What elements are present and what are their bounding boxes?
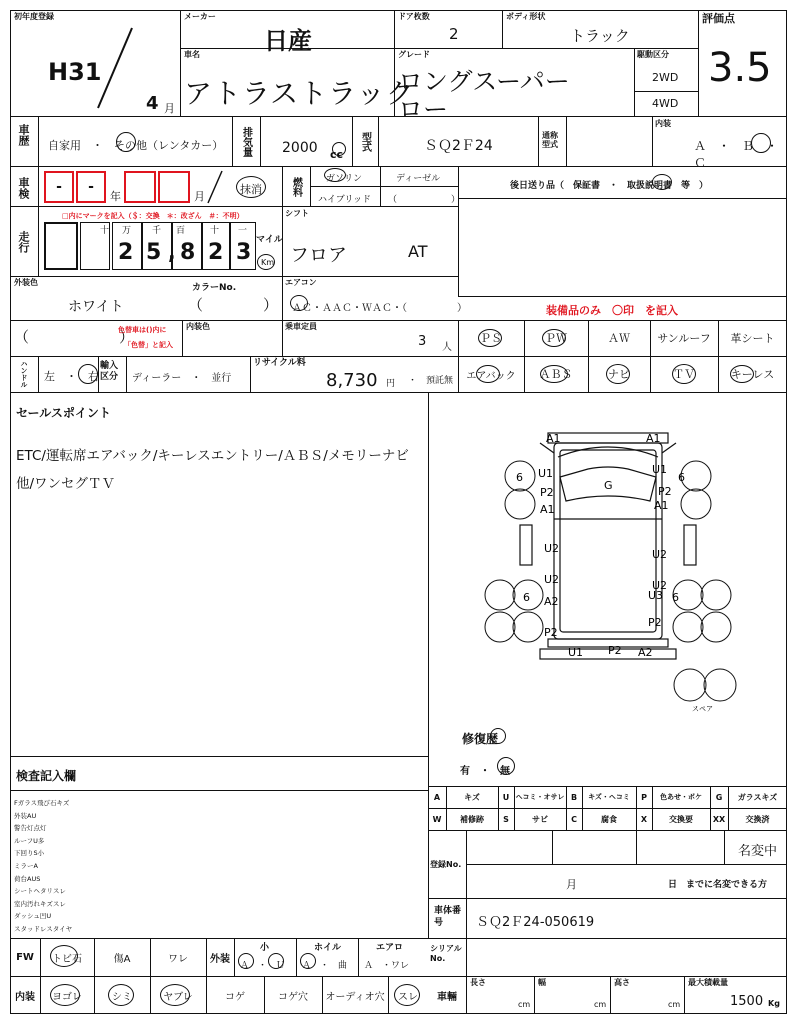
- recycle-label: リサイクル料: [253, 358, 306, 368]
- mark-tire-3: 6: [523, 591, 530, 604]
- registration-label: 登録No.: [430, 860, 462, 869]
- recycle-value: 8,730: [326, 370, 378, 391]
- doors: 2: [449, 25, 459, 43]
- registration-month: 月: [566, 878, 577, 891]
- color-no: （ ）: [188, 296, 279, 314]
- equip-tv: ＴＶ: [673, 368, 695, 381]
- int-dirt: ヨゴレ: [52, 991, 82, 1003]
- equip-sunroof: サンルーフ: [657, 332, 711, 345]
- mileage-digit-3: 8: [180, 240, 196, 265]
- fuel-diesel: ディーゼル: [396, 174, 441, 184]
- legend-code-b: B: [570, 792, 578, 802]
- maker: 日産: [264, 27, 312, 55]
- mileage-comma: ,: [168, 240, 176, 264]
- legend-code-p: P: [641, 792, 647, 802]
- legend-code-xx: XX: [712, 814, 726, 824]
- shift-label: シフト: [285, 209, 309, 218]
- equip-abs: ＡＢＳ: [539, 368, 573, 381]
- mark-g: G: [604, 479, 613, 492]
- capacity-unit: 人: [442, 342, 452, 353]
- registration-deadline: 日 までに名変できる方: [668, 880, 768, 890]
- max-load-unit: Kg: [768, 999, 780, 1008]
- color-paren: （ ）: [14, 328, 135, 346]
- drive-2wd: 2WD: [652, 71, 679, 84]
- legend-code-a: A: [433, 792, 441, 802]
- repair-label: 修復歴: [462, 732, 499, 746]
- mileage-unit-4: 十: [210, 226, 220, 236]
- capacity: 3: [418, 334, 427, 349]
- inspect-note: 荷台AUS: [14, 874, 41, 883]
- legend-code-w: W: [432, 814, 442, 824]
- fuel-gasoline: ガソリン: [326, 174, 363, 184]
- fw-chip: トビ石: [52, 953, 82, 965]
- inspection-month-box2: [158, 171, 190, 203]
- legend-label-xx: 交換済: [745, 814, 770, 824]
- mark-u1-r: U1: [652, 463, 668, 476]
- mark-p2-r: P2: [658, 485, 672, 498]
- model-label: 型式: [359, 132, 371, 152]
- equip-airbag: エアバック: [466, 370, 516, 382]
- length-unit: cm: [518, 1000, 531, 1009]
- dim-label: 車輛: [437, 991, 457, 1003]
- exterior-label: 外装: [210, 953, 230, 965]
- interior-label: 内装: [655, 119, 671, 128]
- mark-u2-r1: U2: [652, 548, 668, 561]
- int-burn-hole: コゲ穴: [278, 991, 308, 1003]
- history-label: 車歴: [17, 124, 31, 146]
- legend-label-c: 腐食: [601, 814, 617, 824]
- mark-p2-ml: P2: [544, 626, 558, 639]
- legend-label-a: キズ: [464, 792, 480, 802]
- vin-label: 車体番号: [434, 906, 462, 928]
- legend-code-c: C: [571, 814, 577, 824]
- import-value: ディーラー ・ 並行: [132, 373, 232, 384]
- legend-label-g: ガラスキズ: [737, 792, 778, 802]
- mark-u1-l: U1: [538, 467, 554, 480]
- mileage-digit-4: 2: [208, 240, 224, 265]
- inspect-note: スタッドレスタイヤ: [14, 924, 73, 933]
- displacement-unit: cc: [330, 148, 344, 161]
- handle-value: 左 ・ 右: [44, 370, 99, 383]
- body-type: トラック: [570, 27, 630, 45]
- mark-a1-tr: A1: [646, 432, 661, 445]
- mileage-note: □内にマークを記入（＄：交換 ＊：改ざん ＃：不明）: [62, 212, 244, 220]
- inspect-note: ダッシュ凹U: [14, 912, 52, 921]
- reg-month-unit: 月: [164, 102, 175, 115]
- docs-note: 後日送り品（ 保証書 ・ 取扱説明書 等 ）: [510, 181, 709, 191]
- mileage-km: Km: [261, 258, 275, 267]
- legend-label-x: 交換要: [669, 814, 693, 824]
- aero-value: Ａ ・ワレ: [364, 961, 410, 971]
- mark-p2-l: P2: [540, 486, 554, 499]
- mileage-unit-3: 百: [176, 226, 186, 236]
- fw-label: FW: [16, 951, 34, 963]
- small-value: Ａ ・ Ｕ: [240, 961, 286, 971]
- color-label: 外装色: [14, 278, 38, 287]
- legend-label-u: ヘコミ・オサレ: [515, 793, 565, 801]
- sales-text: ETC/運転席エアバック/キーレスエントリー/ＡＢＳ/メモリーナビ他/ワンセグＴＶ: [16, 448, 409, 492]
- reg-month: 4: [146, 93, 159, 114]
- ac-label: エアコン: [285, 278, 317, 287]
- mark-u2-l1: U2: [544, 542, 560, 555]
- mark-u1-b: U1: [568, 646, 584, 659]
- grade-line1: ロングスーパー: [398, 67, 570, 96]
- handle-label: ハンドル: [20, 360, 28, 388]
- height-unit: cm: [668, 1000, 681, 1009]
- legend-label-s: サビ: [532, 814, 548, 824]
- history-value: 自家用 ・ その他（レンタカー）: [48, 139, 224, 152]
- shift: フロア: [290, 244, 348, 266]
- grade-label: グレード: [398, 50, 430, 59]
- serial-label: シリアルNo.: [430, 944, 462, 964]
- inspect-note: 室内汚れキズスレ: [14, 899, 66, 908]
- fuel-other: （ ）: [388, 195, 461, 205]
- spare-label: スペア: [692, 705, 713, 713]
- legend-label-w: 補修跡: [460, 814, 484, 824]
- mark-a1-mr: A1: [654, 499, 669, 512]
- small-label: 小: [260, 943, 270, 953]
- inspect-note: 警告灯点灯: [14, 824, 47, 833]
- equip-keyless: キーレス: [730, 368, 775, 381]
- transmission: AT: [408, 242, 428, 261]
- mileage-digit-1: 2: [118, 240, 134, 265]
- history-circle: [116, 132, 136, 152]
- mileage-unit-2: 千: [152, 226, 162, 236]
- color-no-label: カラーNo.: [192, 283, 237, 293]
- equip-only: 装備品のみ 〇印 を記入: [546, 304, 678, 317]
- body-label: ボディ形状: [506, 12, 546, 21]
- int-burn: コゲ: [225, 991, 245, 1003]
- mileage-digit-2: 5: [146, 240, 162, 265]
- damage-diagram: [428, 395, 788, 735]
- recycle-unit: 円: [386, 379, 396, 389]
- inspect-notes-label: 検査記入欄: [16, 769, 77, 783]
- max-load: 1500: [730, 994, 764, 1009]
- mark-tire-1: 6: [516, 471, 523, 484]
- mark-u2-r2: U2: [652, 579, 668, 592]
- height-label: 高さ: [614, 978, 630, 987]
- model: ＳＱ2Ｆ24: [424, 138, 493, 154]
- inspection-label: 車検: [17, 177, 30, 199]
- mark-a1-ml: A1: [540, 503, 555, 516]
- import-label: 輸入区分: [100, 361, 119, 382]
- mark-tire-2: 6: [678, 471, 685, 484]
- inspect-note: 外装AU: [14, 811, 37, 820]
- legend-code-g: G: [715, 792, 723, 802]
- inspect-note: Fガラス飛び石キズ: [14, 799, 70, 807]
- int-tear: ヤブレ: [163, 991, 193, 1003]
- era-year: H31: [48, 58, 102, 86]
- maker-label: メーカー: [184, 12, 216, 21]
- mark-p2-b: P2: [608, 644, 622, 657]
- legend-code-u: U: [502, 792, 510, 802]
- int-label: 内装: [15, 991, 35, 1003]
- ac: ＡＣ・ＡＡＣ・ＷＡＣ・（ ）: [292, 303, 467, 314]
- equip-ps: ＰＳ: [480, 332, 502, 345]
- inspect-note: 下回りS小: [14, 849, 45, 858]
- mileage-digit-box-0: [44, 222, 78, 270]
- interior-color-label: 内装色: [186, 322, 210, 331]
- inspection-dash2: -: [76, 171, 106, 203]
- max-load-label: 最大積載量: [688, 978, 728, 987]
- int-audio-hole: オーディオ穴: [325, 991, 385, 1003]
- inspection-expired: 抹消: [240, 183, 262, 196]
- repair-value: 有 ・ 無: [460, 766, 510, 777]
- car-name-label: 車名: [184, 50, 200, 59]
- mark-a2-l: A2: [544, 595, 559, 608]
- grade-line2: ロー: [398, 95, 449, 124]
- mark-u3-r: U3: [648, 589, 664, 602]
- equip-aw: ＡＷ: [608, 332, 630, 345]
- drive-4wd: 4WD: [652, 97, 679, 110]
- int-stain: シミ: [112, 991, 132, 1003]
- interior-grades: Ａ ・ Ｂ ・ Ｃ: [694, 139, 791, 170]
- int-rub: スレ: [398, 991, 418, 1003]
- inspection-year-unit: 年: [110, 190, 121, 203]
- score-label: 評価点: [702, 12, 735, 25]
- mileage-label: 走行: [17, 231, 30, 253]
- equip-leather: 革シート: [730, 332, 775, 345]
- legend-code-x: X: [640, 814, 648, 824]
- score: 3.5: [708, 45, 772, 91]
- name-change: 名変中: [738, 844, 778, 859]
- color-value: ホワイト: [68, 299, 124, 315]
- legend-label-b: キズ・ヘコミ: [588, 793, 630, 801]
- sales-label: セールスポイント: [16, 406, 111, 420]
- inspect-note: ミラーA: [14, 861, 38, 870]
- mileage-unit-1: 万: [122, 226, 132, 236]
- equip-pw: ＰＷ: [545, 332, 567, 345]
- legend-code-s: S: [503, 814, 509, 824]
- width-label: 幅: [538, 978, 546, 987]
- inspect-note: シートヘタリスレ: [14, 887, 66, 896]
- fuel-hybrid: ハイブリッド: [318, 195, 372, 205]
- mileage-digit-5: 3: [236, 240, 252, 265]
- red-note-1: 色替車は()内に: [118, 326, 167, 334]
- common-model-label: 通称型式: [542, 131, 558, 149]
- equip-navi: ナビ: [608, 368, 630, 381]
- mark-p2-mr: P2: [648, 616, 662, 629]
- mileage-unit-5: 一: [238, 226, 248, 236]
- mark-u2-l2: U2: [544, 573, 560, 586]
- inspect-notes-list: [14, 797, 72, 936]
- legend-label-p: 色あせ・ボケ: [660, 793, 702, 801]
- inspection-month-box1: [124, 171, 156, 203]
- mileage-unit-0: 十: [100, 226, 110, 236]
- mark-a1-tl: A1: [546, 432, 561, 445]
- length-label: 長さ: [470, 978, 486, 987]
- doors-label: ドア枚数: [398, 12, 430, 21]
- width-unit: cm: [594, 1000, 607, 1009]
- fuel-label: 燃料: [290, 177, 302, 197]
- wheel-value: Ａ ・ 曲: [302, 961, 348, 971]
- red-note-2: 「色替」と記入: [124, 341, 173, 349]
- recycle-deposit: ・ 預託無: [408, 376, 454, 386]
- displacement: 2000: [282, 140, 318, 156]
- displacement-label: 排気量: [240, 127, 252, 157]
- fw-crack: ワレ: [168, 953, 188, 965]
- drive-label: 駆動区分: [637, 50, 669, 59]
- vin-value: ＳＱ2Ｆ24-050619: [476, 915, 595, 930]
- wheel-label: ホイル: [314, 943, 342, 953]
- inspect-note: ルーフU多: [14, 836, 45, 845]
- inspection-dash1: -: [44, 171, 74, 203]
- car-name: アトラストラック: [184, 77, 415, 110]
- fw-scratch: 傷A: [113, 953, 131, 965]
- mark-a2-b: A2: [638, 646, 653, 659]
- mark-tire-4: 6: [672, 591, 679, 604]
- mileage-mile: マイル: [256, 235, 283, 245]
- aero-label: エアロ: [376, 943, 404, 953]
- inspection-month-unit: 月: [194, 190, 205, 203]
- capacity-label: 乗車定員: [285, 322, 317, 331]
- first-reg-label: 初年度登録: [14, 12, 54, 21]
